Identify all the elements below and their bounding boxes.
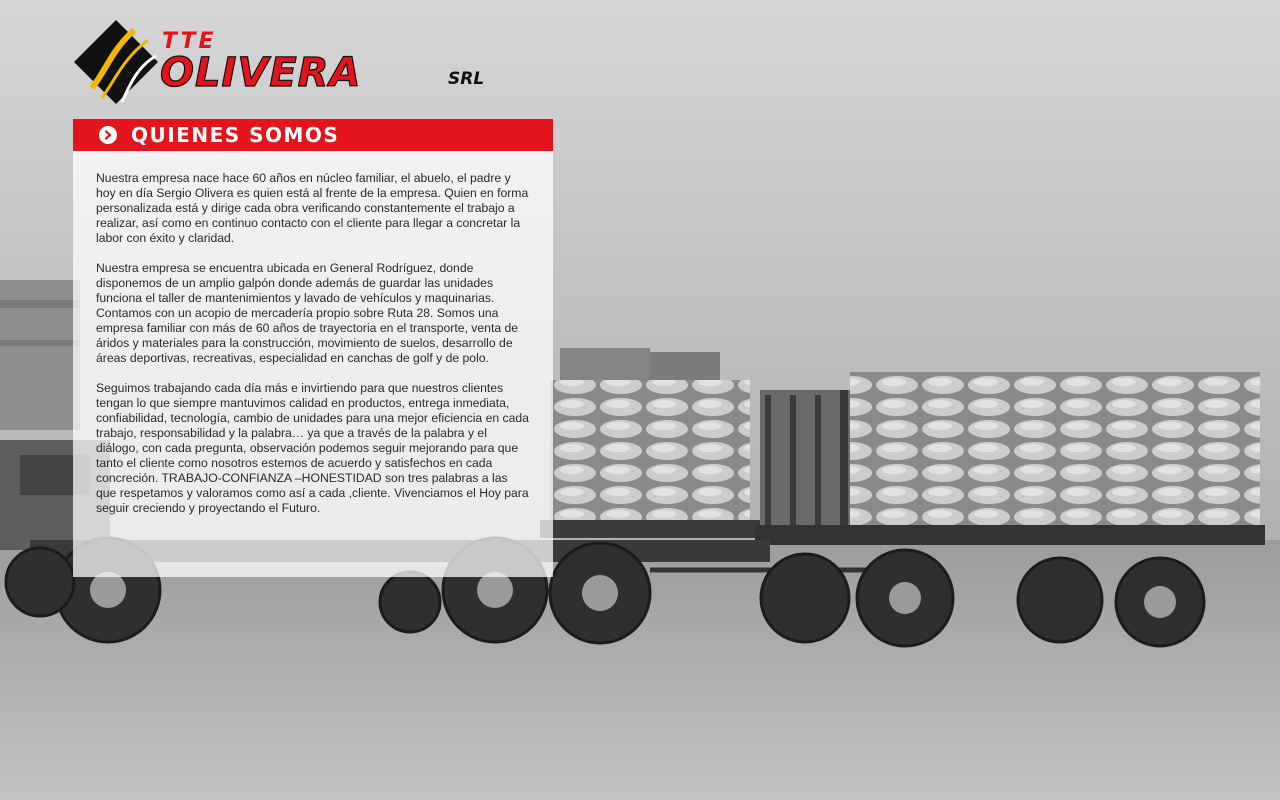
panel-header — [73, 119, 553, 151]
paragraph-1: Nuestra empresa nace hace 60 años en núcleo familiar, el abuelo, el padre y hoy en día Sergio Olivera es quien está al frente de la empresa. Quien en forma personalizada está y dirige cada obra verificando constantemente el trabajo a realizar, así como en continuo contacto con el cliente para llegar a concretar la labor con éxito y claridad. — [96, 171, 529, 245]
panel-body — [73, 151, 553, 516]
quienes-somos-panel — [73, 119, 553, 577]
logo-prefix: TTE — [162, 29, 217, 54]
logo-name: OLIVERA — [160, 50, 362, 96]
logo-suffix: SRL — [448, 69, 485, 89]
road-icon — [74, 20, 158, 104]
paragraph-2: Nuestra empresa se encuentra ubicada en General Rodríguez, donde disponemos de un amplio galpón donde además de guardar las unidades funciona el taller de mantenimientos y lavado de vehículos y maquinarias. Contamos con un acopio de mercadería propio sobre Ruta 28. Somos una empresa familiar con más de 60 años de trayectoria en el transporte, venta de áridos y materiales para la construcción, movimiento de suelos, desarrollo de áreas deportivas, recreativas, especialidad en canchas de golf y de polo. — [96, 261, 519, 365]
chevron-right-icon — [99, 126, 117, 144]
paragraph-3: Seguimos trabajando cada día más e invirtiendo para que nuestros clientes tengan lo que siempre mantuvimos calidad en productos, entrega inmediata, confiabilidad, tecnología, cambio de unidades para una mejor eficiencia en cada trabajo, responsabilidad y la palabra… ya que a través de la palabra y el diálogo, con cada pregunta, observación podemos seguir mejorando para que tanto el cliente como nosotros estemos de acuerdo y satisfechos en cada concreción. TRABAJO-CONFIANZA –HONESTIDAD son tres palabras a las que respetamos y valoramos como así a cada ,cliente. Vivenciamos el Hoy para seguir creciendo y proyectando el Futuro. — [96, 381, 529, 515]
company-logo[interactable] — [72, 18, 502, 106]
section-title: QUIENES SOMOS — [131, 123, 340, 147]
